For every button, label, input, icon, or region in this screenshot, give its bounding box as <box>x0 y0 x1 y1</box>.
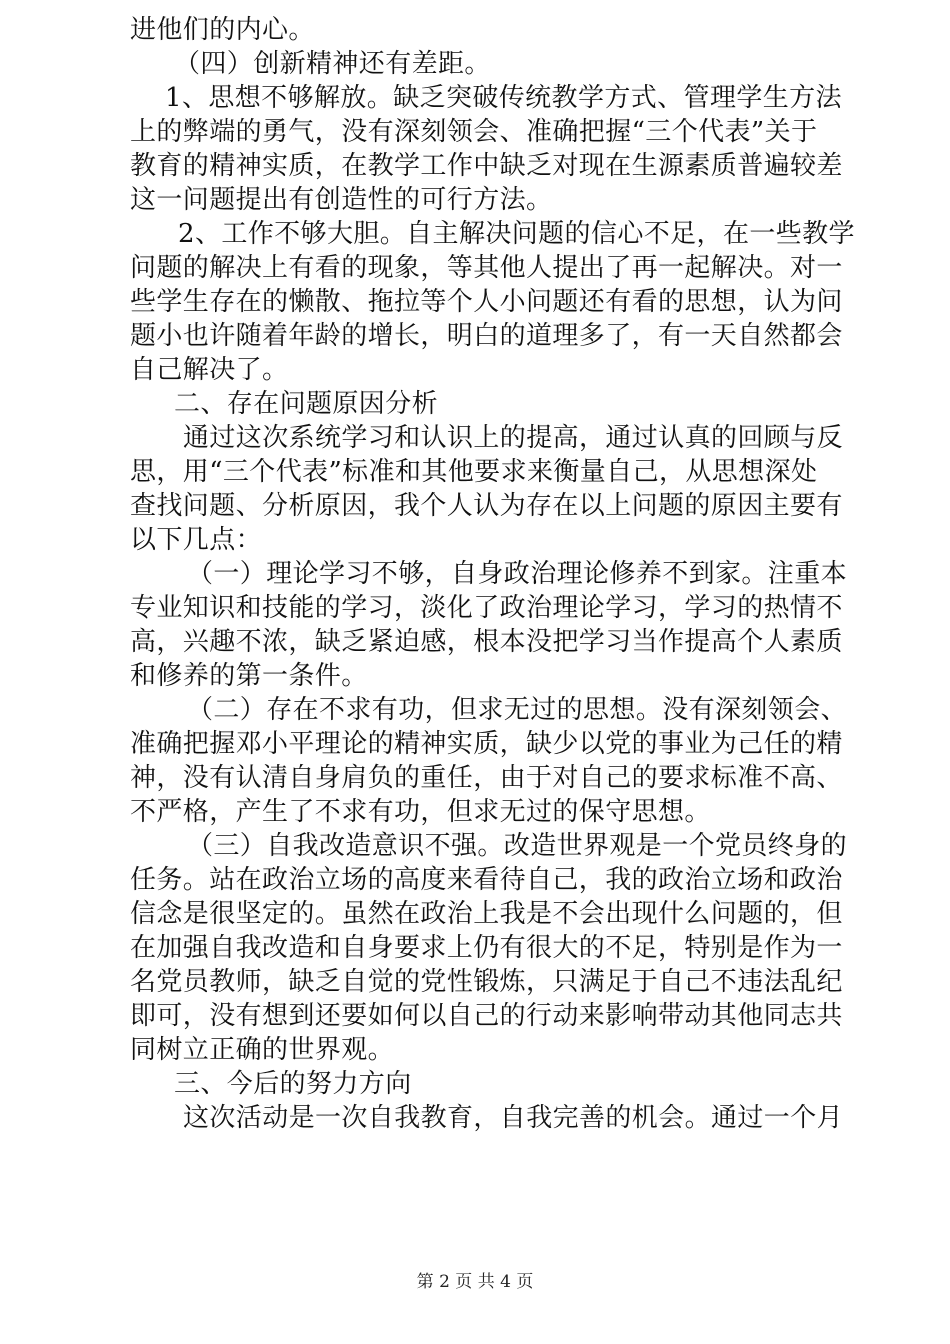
paragraph-line: 信念是很坚定的。虽然在政治上我是不会出现什么问题的，但 <box>130 899 843 929</box>
paragraph-line: 高，兴趣不浓，缺乏紧迫感，根本没把学习当作提高个人素质 <box>130 627 843 657</box>
paragraph-line: 上的弊端的勇气，没有深刻领会、准确把握“三个代表”关于 <box>130 117 818 147</box>
paragraph-line: 即可，没有想到还要如何以自己的行动来影响带动其他同志共 <box>130 1001 843 1031</box>
paragraph-line: 不严格，产生了不求有功，但求无过的保守思想。 <box>130 797 711 827</box>
paragraph-line: 这次活动是一次自我教育，自我完善的机会。通过一个月 <box>183 1103 844 1133</box>
paragraph-line: 神，没有认清自身肩负的重任，由于对自己的要求标准不高、 <box>130 763 843 793</box>
paragraph-line: 1、思想不够解放。缺乏突破传统教学方式、管理学生方法 <box>165 83 842 113</box>
paragraph-line: 问题的解决上有看的现象，等其他人提出了再一起解决。对一 <box>130 253 843 283</box>
paragraph-line: 这一问题提出有创造性的可行方法。 <box>130 185 553 215</box>
section-heading: 三、今后的努力方向 <box>174 1069 412 1099</box>
paragraph-line: 和修养的第一条件。 <box>130 661 368 691</box>
paragraph-line: 以下几点： <box>130 525 263 555</box>
page-footer: 第 2 页 共 4 页 <box>416 1272 534 1292</box>
paragraph-line: 任务。站在政治立场的高度来看待自己，我的政治立场和政治 <box>130 865 843 895</box>
paragraph-line: （三）自我改造意识不强。改造世界观是一个党员终身的 <box>187 831 848 861</box>
paragraph-line: 题小也许随着年龄的增长，明白的道理多了，有一天自然都会 <box>130 321 843 351</box>
paragraph-line: （二）存在不求有功，但求无过的思想。没有深刻领会、 <box>187 695 848 725</box>
section-heading: （四）创新精神还有差距。 <box>174 49 491 79</box>
paragraph-line: 自己解决了。 <box>130 355 289 385</box>
paragraph-line: 专业知识和技能的学习，淡化了政治理论学习，学习的热情不 <box>130 593 843 623</box>
paragraph-line: 准确把握邓小平理论的精神实质，缺少以党的事业为己任的精 <box>130 729 843 759</box>
paragraph-line: 些学生存在的懒散、拖拉等个人小问题还有看的思想，认为问 <box>130 287 843 317</box>
paragraph-line: 在加强自我改造和自身要求上仍有很大的不足，特别是作为一 <box>130 933 843 963</box>
paragraph-line: 名党员教师，缺乏自觉的党性锻炼，只满足于自己不违法乱纪 <box>130 967 843 997</box>
paragraph-line: 进他们的内心。 <box>130 15 315 45</box>
paragraph-line: 查找问题、分析原因，我个人认为存在以上问题的原因主要有 <box>130 491 843 521</box>
paragraph-line: （一）理论学习不够，自身政治理论修养不到家。注重本 <box>187 559 848 589</box>
paragraph-line: 2、工作不够大胆。自主解决问题的信心不足，在一些教学 <box>178 219 855 249</box>
section-heading: 二、存在问题原因分析 <box>174 389 439 419</box>
paragraph-line: 教育的精神实质，在教学工作中缺乏对现在生源素质普遍较差 <box>130 151 843 181</box>
paragraph-line: 同树立正确的世界观。 <box>130 1035 395 1065</box>
paragraph-line: 通过这次系统学习和认识上的提高，通过认真的回顾与反 <box>183 423 844 453</box>
paragraph-line: 思，用“三个代表”标准和其他要求来衡量自己，从思想深处 <box>130 457 818 487</box>
